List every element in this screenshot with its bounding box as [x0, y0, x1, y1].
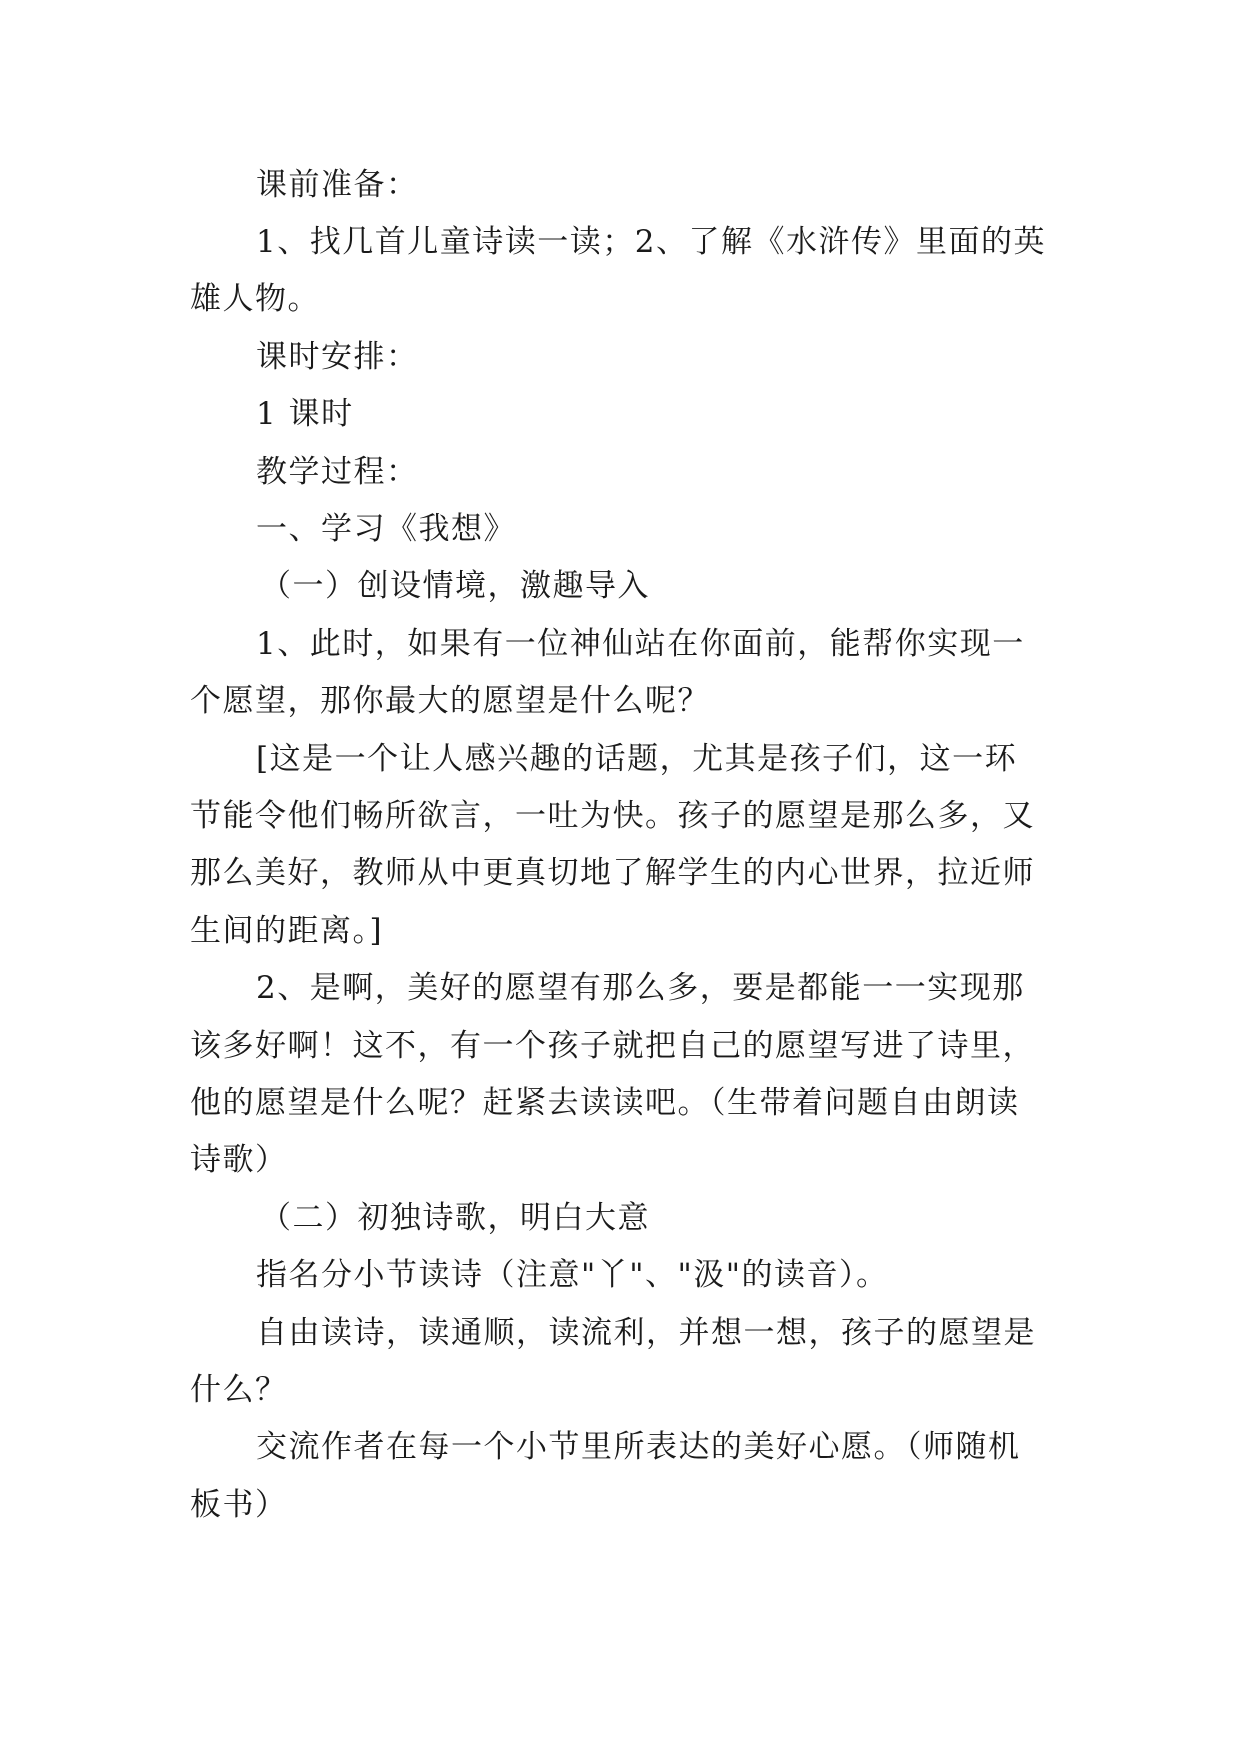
- text-line: 该多好啊！这不，有一个孩子就把自己的愿望写进了诗里，: [190, 1028, 1035, 1064]
- text-line: 什么？: [190, 1372, 288, 1408]
- text-line: （一）创设情境，激趣导入: [260, 568, 650, 604]
- text-line: 交流作者在每一个小节里所表达的美好心愿。（师随机: [256, 1429, 1021, 1465]
- text-line: 他的愿望是什么呢？赶紧去读读吧。（生带着问题自由朗读: [190, 1085, 1020, 1121]
- text-line: 诗歌）: [190, 1142, 288, 1178]
- text-line: [这是一个让人感兴趣的话题，尤其是孩子们，这一环: [256, 741, 1018, 777]
- text-line: （二）初独诗歌，明白大意: [260, 1200, 650, 1236]
- text-line: 1 课时: [256, 396, 354, 432]
- text-line: 一、学习《我想》: [256, 511, 516, 547]
- text-line: 那么美好，教师从中更真切地了解学生的内心世界，拉近师: [190, 855, 1035, 891]
- text-line: 板书）: [190, 1487, 288, 1523]
- text-line: 1、找几首儿童诗读一读；2、了解《水浒传》里面的英: [256, 224, 1046, 260]
- text-line: 指名分小节读诗（注意"丫"、"汲"的读音）。: [256, 1257, 889, 1293]
- text-line: 2、是啊，美好的愿望有那么多，要是都能一一实现那: [256, 970, 1025, 1006]
- text-line: 课前准备：: [256, 167, 419, 203]
- text-line: 课时安排：: [256, 339, 419, 375]
- text-line: 生间的距离。]: [190, 913, 384, 949]
- text-line: 自由读诗，读通顺，读流利，并想一想，孩子的愿望是: [256, 1315, 1036, 1351]
- text-line: 教学过程：: [256, 454, 419, 490]
- text-line: 个愿望，那你最大的愿望是什么呢？: [190, 683, 710, 719]
- text-line: 节能令他们畅所欲言，一吐为快。孩子的愿望是那么多，又: [190, 798, 1035, 834]
- text-line: 1、此时，如果有一位神仙站在你面前，能帮你实现一: [256, 626, 1025, 662]
- text-line: 雄人物。: [190, 281, 320, 317]
